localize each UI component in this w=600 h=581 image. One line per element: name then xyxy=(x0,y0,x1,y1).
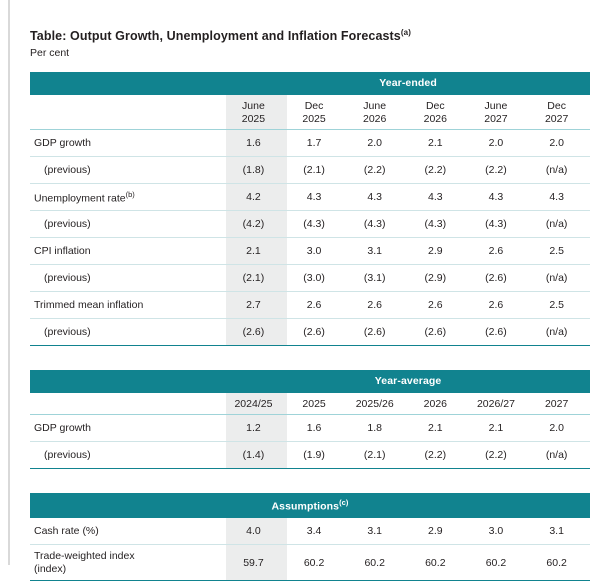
table-year-average-band xyxy=(30,370,590,393)
row-value: (2.2) xyxy=(408,441,469,468)
row-value: (2.2) xyxy=(469,441,530,468)
table-assumptions xyxy=(30,493,590,581)
row-value: 2.5 xyxy=(529,291,590,318)
table-row xyxy=(30,518,590,545)
column-header-5 xyxy=(529,95,590,129)
column-header-1: 2025 xyxy=(287,393,348,415)
page-title-footnote-marker: (a) xyxy=(400,28,411,37)
row-value: (1.8) xyxy=(226,156,287,183)
row-value: (n/a) xyxy=(529,441,590,468)
row-value: 1.7 xyxy=(287,129,348,156)
page-title-text: Table: Output Growth, Unemployment and Inflation Forecasts xyxy=(30,29,401,44)
column-header-4: 2026/27 xyxy=(469,393,530,415)
band-label-year-average: Year-average xyxy=(226,370,590,393)
column-header-2-line2: 2026 xyxy=(363,112,387,125)
row-value: 2.6 xyxy=(287,291,348,318)
band-label-assumptions-text: Assumptions xyxy=(271,500,340,513)
table-assumptions-band xyxy=(30,493,590,519)
table-year-average xyxy=(30,370,590,469)
column-header-1 xyxy=(287,95,348,129)
row-label-text: Trimmed mean inflation xyxy=(34,298,144,311)
table-row xyxy=(30,441,590,468)
column-header-blank xyxy=(30,95,226,129)
row-value: 4.3 xyxy=(347,183,408,210)
column-header-3 xyxy=(408,95,469,129)
table-row xyxy=(30,183,590,210)
table-row xyxy=(30,318,590,345)
column-header-3: 2026 xyxy=(408,393,469,415)
table-row xyxy=(30,156,590,183)
row-label xyxy=(30,237,226,264)
row-value: 4.3 xyxy=(408,183,469,210)
row-value: 4.3 xyxy=(469,183,530,210)
row-value: 2.9 xyxy=(408,518,469,545)
row-label: Cash rate (%) xyxy=(30,518,226,545)
column-header-0 xyxy=(226,95,287,129)
row-label xyxy=(30,129,226,156)
column-header-2: 2025/26 xyxy=(347,393,408,415)
row-value: 4.3 xyxy=(287,183,348,210)
row-label: (previous) xyxy=(30,156,226,183)
column-header-2-line1: June xyxy=(363,100,387,113)
row-value: 2.0 xyxy=(347,129,408,156)
row-value: 2.7 xyxy=(226,291,287,318)
row-value: 2.9 xyxy=(408,237,469,264)
row-value: 1.2 xyxy=(226,414,287,441)
column-header-4-line1: June xyxy=(484,100,508,113)
row-label xyxy=(30,291,226,318)
table-row xyxy=(30,237,590,264)
row-value: (2.6) xyxy=(408,318,469,345)
column-header-blank xyxy=(30,393,226,415)
row-label xyxy=(30,183,226,210)
column-header-4-line2: 2027 xyxy=(484,112,508,125)
row-value: 2.5 xyxy=(529,237,590,264)
row-value: (2.1) xyxy=(347,441,408,468)
row-label: (previous) xyxy=(30,441,226,468)
table-row xyxy=(30,210,590,237)
row-value: 2.6 xyxy=(408,291,469,318)
row-value: (4.3) xyxy=(469,210,530,237)
column-header-3-line1: Dec xyxy=(425,100,445,113)
row-value: (2.6) xyxy=(287,318,348,345)
row-value: 2.6 xyxy=(469,291,530,318)
table-row xyxy=(30,414,590,441)
row-value: (n/a) xyxy=(529,264,590,291)
column-header-5: 2027 xyxy=(529,393,590,415)
row-label-text: Trade-weighted index xyxy=(34,550,135,563)
row-value: (n/a) xyxy=(529,318,590,345)
row-value: 4.0 xyxy=(226,518,287,545)
row-label-subtext: (index) xyxy=(34,562,67,575)
table-row xyxy=(30,129,590,156)
row-value: 2.1 xyxy=(226,237,287,264)
row-value: 2.0 xyxy=(529,129,590,156)
row-value: 4.2 xyxy=(226,183,287,210)
page-subtitle: Per cent xyxy=(30,47,70,60)
row-value: (n/a) xyxy=(529,210,590,237)
page-left-rule xyxy=(8,0,10,565)
row-value: (2.1) xyxy=(226,264,287,291)
row-label-text: Unemployment rate xyxy=(34,192,126,205)
row-value: 60.2 xyxy=(347,545,408,581)
row-value: (n/a) xyxy=(529,156,590,183)
row-value: (2.6) xyxy=(469,318,530,345)
row-value: 3.1 xyxy=(347,237,408,264)
band-label-year-ended: Year-ended xyxy=(226,72,590,95)
row-label-text: CPI inflation xyxy=(34,244,91,257)
row-value: (2.6) xyxy=(469,264,530,291)
row-value: 2.1 xyxy=(469,414,530,441)
row-value: (3.0) xyxy=(287,264,348,291)
row-value: (3.1) xyxy=(347,264,408,291)
table-year-average-column-headers xyxy=(30,393,590,415)
row-value: (2.2) xyxy=(408,156,469,183)
row-value: (4.3) xyxy=(287,210,348,237)
column-header-5-line1: Dec xyxy=(547,100,566,113)
row-value: 1.8 xyxy=(347,414,408,441)
row-value: 3.1 xyxy=(529,518,590,545)
row-value: 2.0 xyxy=(529,414,590,441)
table-row xyxy=(30,545,590,581)
band-label-footnote-marker: (c) xyxy=(339,497,349,507)
row-value: 3.1 xyxy=(347,518,408,545)
table-year-ended-band xyxy=(30,72,590,95)
table-year-ended-column-headers xyxy=(30,95,590,129)
row-value: 1.6 xyxy=(287,414,348,441)
row-value: 2.1 xyxy=(408,414,469,441)
row-value: (4.3) xyxy=(347,210,408,237)
column-header-2 xyxy=(347,95,408,129)
row-label: GDP growth xyxy=(30,414,226,441)
row-value: 1.6 xyxy=(226,129,287,156)
row-value: (2.9) xyxy=(408,264,469,291)
band-label-assumptions xyxy=(30,493,590,519)
row-value: (4.3) xyxy=(408,210,469,237)
row-value: (2.6) xyxy=(347,318,408,345)
column-header-0-line1: June xyxy=(242,100,265,113)
row-value: 60.2 xyxy=(529,545,590,581)
page-title xyxy=(30,28,590,43)
row-value: 2.0 xyxy=(469,129,530,156)
row-value: 3.0 xyxy=(287,237,348,264)
column-header-5-line2: 2027 xyxy=(544,112,569,125)
row-value: (2.1) xyxy=(287,156,348,183)
row-value: 60.2 xyxy=(469,545,530,581)
row-label-text: GDP growth xyxy=(34,136,91,149)
row-label: (previous) xyxy=(30,264,226,291)
column-header-1-line1: Dec xyxy=(304,100,324,113)
row-value: 2.6 xyxy=(469,237,530,264)
row-value: 60.2 xyxy=(287,545,348,581)
row-value: 60.2 xyxy=(408,545,469,581)
document-page xyxy=(30,0,590,581)
row-label-footnote-marker: (b) xyxy=(125,189,135,199)
row-label: (previous) xyxy=(30,318,226,345)
column-header-0: 2024/25 xyxy=(226,393,287,415)
table-year-ended xyxy=(30,72,590,346)
row-value: 3.4 xyxy=(287,518,348,545)
row-value: 4.3 xyxy=(529,183,590,210)
row-value: (2.6) xyxy=(226,318,287,345)
row-value: 3.0 xyxy=(469,518,530,545)
column-header-4 xyxy=(469,95,530,129)
row-value: 2.1 xyxy=(408,129,469,156)
table-row xyxy=(30,291,590,318)
band-spacer xyxy=(30,370,226,393)
column-header-1-line2: 2025 xyxy=(302,112,326,125)
row-label: (previous) xyxy=(30,210,226,237)
row-value: (2.2) xyxy=(469,156,530,183)
row-label xyxy=(30,545,226,581)
row-value: (1.4) xyxy=(226,441,287,468)
row-value: (4.2) xyxy=(226,210,287,237)
row-value: (2.2) xyxy=(347,156,408,183)
row-value: (1.9) xyxy=(287,441,348,468)
column-header-3-line2: 2026 xyxy=(423,112,447,125)
table-row xyxy=(30,264,590,291)
row-value: 59.7 xyxy=(226,545,287,581)
column-header-0-line2: 2025 xyxy=(241,112,266,125)
row-value: 2.6 xyxy=(347,291,408,318)
band-spacer xyxy=(30,72,226,95)
